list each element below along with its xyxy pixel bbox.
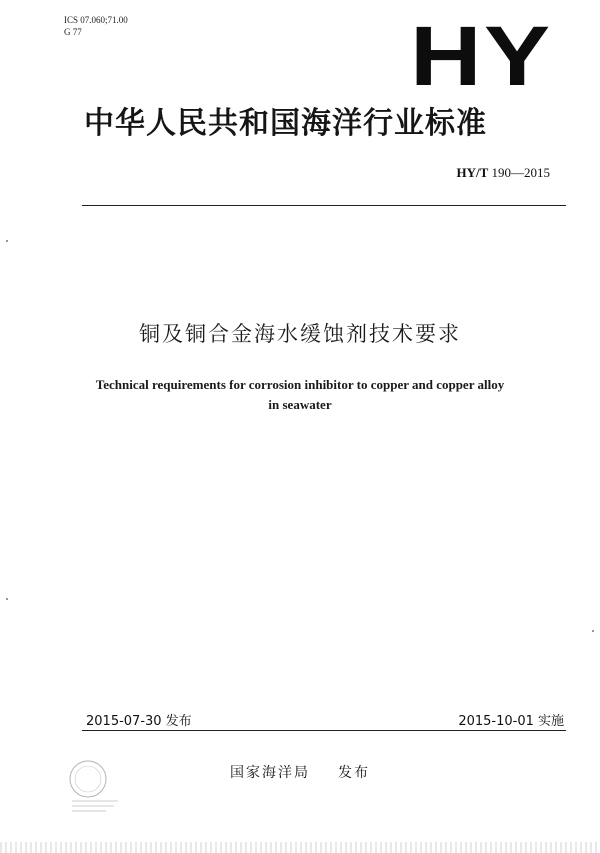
classification-codes (64, 14, 128, 38)
implementation-date: 2015-10-01 实施 (458, 714, 564, 729)
publisher (0, 762, 600, 782)
ccs-code: G 77 (64, 27, 82, 37)
hy-logo: HY (410, 9, 553, 103)
issue-date: 2015-07-30 发布 (86, 714, 192, 729)
publisher-name: 国家海洋局 (230, 765, 310, 781)
document-title-cn: 铜及铜合金海水缓蚀剂技术要求 (139, 322, 461, 346)
scan-speck (6, 240, 8, 242)
document-title-en-line1: Technical requirements for corrosion inhibitor to copper and copper alloy (95, 377, 505, 392)
document-title-en (0, 375, 600, 415)
standard-number-prefix: HY/T (456, 165, 489, 180)
bottom-divider (82, 730, 566, 731)
ics-code: ICS 07.060;71.00 (64, 15, 128, 25)
standard-number (456, 165, 550, 181)
scan-speck (6, 598, 8, 600)
top-divider (82, 205, 566, 206)
publisher-action: 发布 (338, 765, 370, 781)
scan-bottom-edge (0, 842, 600, 853)
scan-speck (592, 630, 594, 632)
standard-number-value: 190—2015 (491, 165, 550, 180)
document-title-en-line2: in seawater (268, 397, 332, 412)
standard-category-title: 中华人民共和国海洋行业标准 (84, 106, 487, 141)
